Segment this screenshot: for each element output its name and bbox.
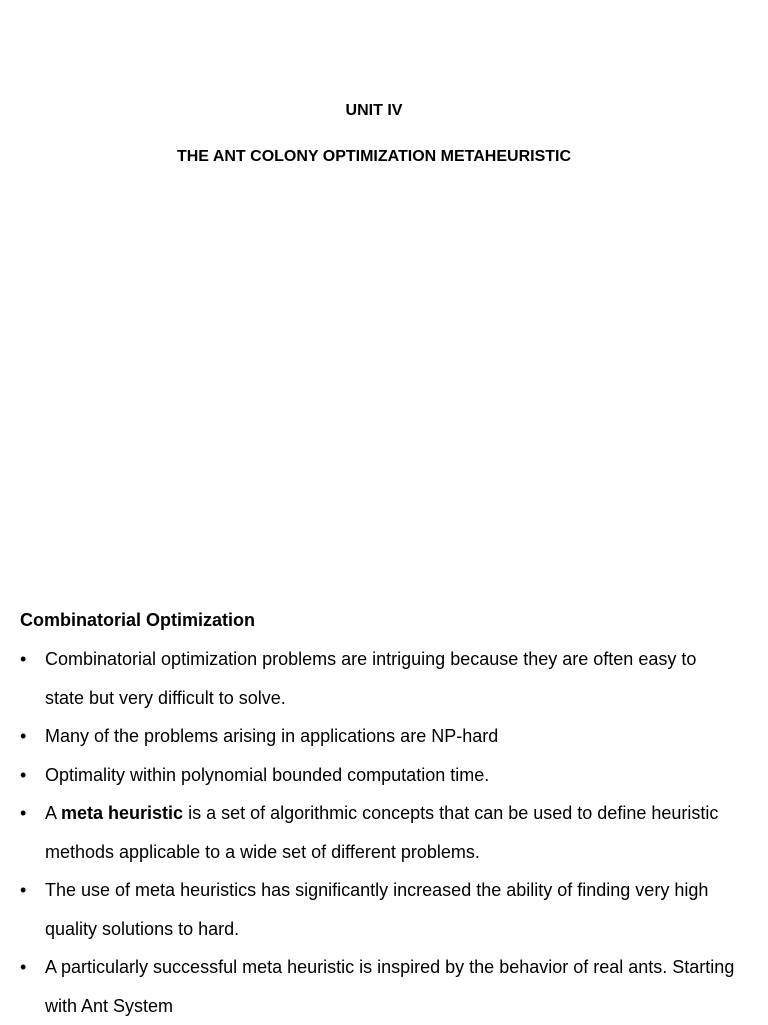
list-item	[20, 640, 740, 717]
bullet-text-prefix: A	[45, 803, 62, 823]
bullet-icon: •	[20, 649, 27, 669]
bullet-icon: •	[20, 726, 27, 746]
bullet-icon: •	[20, 880, 27, 900]
list-item	[20, 756, 740, 795]
bullet-text: The use of meta heuristics has significantly increased the ability of finding very high quality solutions to hard.	[45, 880, 709, 939]
bullet-text: Combinatorial optimization problems are intriguing because they are often easy to state but very difficult to solve.	[45, 649, 697, 708]
bullet-text-rest: is a set of algorithmic concepts that can be used to define heuristic methods applicable to a wide set of different problems.	[45, 803, 719, 862]
unit-title: UNIT IV	[345, 102, 403, 119]
bullet-icon: •	[20, 957, 27, 977]
section-heading: Combinatorial Optimization	[20, 610, 256, 630]
bullet-list	[20, 640, 740, 1025]
bullet-icon: •	[20, 764, 27, 785]
list-item	[20, 948, 740, 1025]
list-item	[20, 717, 740, 756]
list-item	[20, 794, 740, 871]
document-title: THE ANT COLONY OPTIMIZATION METAHEURISTIC	[176, 148, 572, 165]
bold-term: meta heuristic	[61, 803, 184, 823]
bullet-text: A particularly successful meta heuristic is inspired by the behavior of real ants. Starting with Ant System	[45, 957, 735, 1016]
bullet-icon: •	[20, 803, 27, 823]
bullet-text: Optimality within polynomial bounded computation time.	[45, 764, 490, 785]
bullet-text: Many of the problems arising in applications are NP-hard	[45, 726, 499, 746]
list-item	[20, 871, 740, 948]
